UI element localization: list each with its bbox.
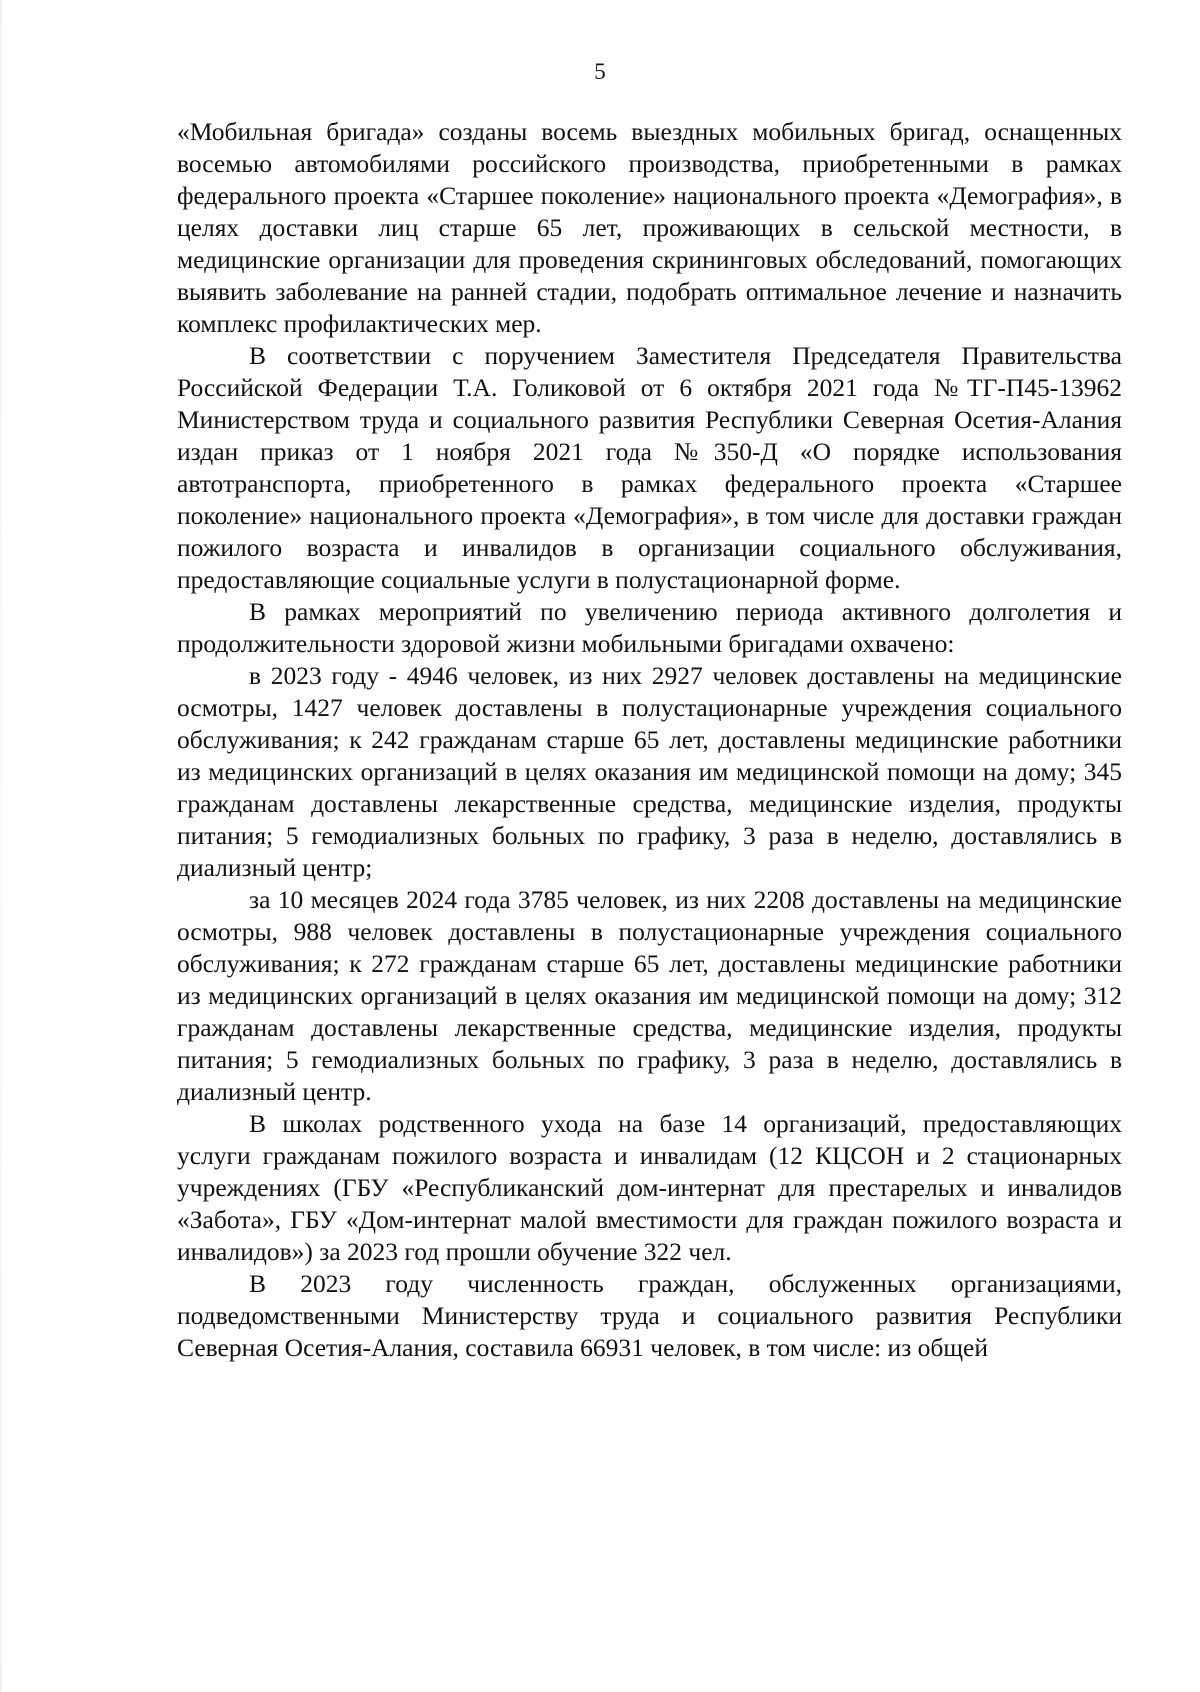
document-body — [177, 116, 1122, 1364]
scan-edge — [0, 0, 2, 1692]
paragraph-coverage-intro: В рамках мероприятий по увеличению периода активного долголетия и продолжительности здоровой жизни мобильными бригадами охвачено: — [177, 597, 1122, 658]
paragraph-care-schools: В школах родственного ухода на базе 14 организаций, предоставляющих услуги гражданам пожилого возраста и инвалидам (12 КЦСОН и 2 стационарных учреждениях (ГБУ «Республиканский дом-интернат для престарелых и инвалидов «Забота», ГБУ «Дом-интернат малой вместимости для граждан пожилого возраста и инвалидов») за 2023 год прошли обучение 322 чел. — [177, 1109, 1122, 1266]
paragraph-2023-stats: в 2023 году - 4946 человек, из них 2927 человек доставлены на медицинские осмотры, 1427 человек доставлены в полустационарные учреждения социального обслуживания; к 242 гражданам старше 65 лет, доставлены медицинские работники из медицинских организаций в целях оказания им медицинской помощи на дому; 345 гражданам доставлены лекарственные средства, медицинские изделия, продукты питания; 5 гемодиализных больных по графику, 3 раза в неделю, доставлялись в диализный центр; — [177, 661, 1122, 882]
paragraph-order: В соответствии с поручением Заместителя Председателя Правительства Российской Федерации Т.А. Голиковой от 6 октября 2021 года №ТГ-П45-13962 Министерством труда и социального развития Республики Северная Осетия-Алания издан приказ от 1 ноября 2021 года №350-Д «О порядке использования автотранспорта, приобретенного в рамках федерального проекта «Старшее поколение» национального проекта «Демография», в том числе для доставки граждан пожилого возраста и инвалидов в организации социального обслуживания, предоставляющие социальные услуги в полустационарной форме. — [177, 341, 1122, 594]
paragraph-2024-stats: за 10 месяцев 2024 года 3785 человек, из них 2208 доставлены на медицинские осмотры, 988 человек доставлены в полустационарные учреждения социального обслуживания; к 272 гражданам старше 65 лет, доставлены медицинские работники из медицинских организаций в целях оказания им медицинской помощи на дому; 312 гражданам доставлены лекарственные средства, медицинские изделия, продукты питания; 5 гемодиализных больных по графику, 3 раза в неделю, доставлялись в диализный центр. — [177, 885, 1122, 1106]
paragraph-2023-served: В 2023 году численность граждан, обслуженных организациями, подведомственными Министерству труда и социального развития Республики Северная Осетия-Алания, составила 66931 человек, в том числе: из общей — [177, 1269, 1122, 1362]
paragraph-mobile-brigade: «Мобильная бригада» созданы восемь выездных мобильных бригад, оснащенных восемью автомобилями российского производства, приобретенными в рамках федерального проекта «Старшее поколение» национального проекта «Демография», в целях доставки лиц старше 65 лет, проживающих в сельской местности, в медицинские организации для проведения скрининговых обследований, помогающих выявить заболевание на ранней стадии, подобрать оптимальное лечение и назначить комплекс профилактических мер. — [177, 117, 1122, 338]
page-number: 5 — [594, 59, 606, 84]
